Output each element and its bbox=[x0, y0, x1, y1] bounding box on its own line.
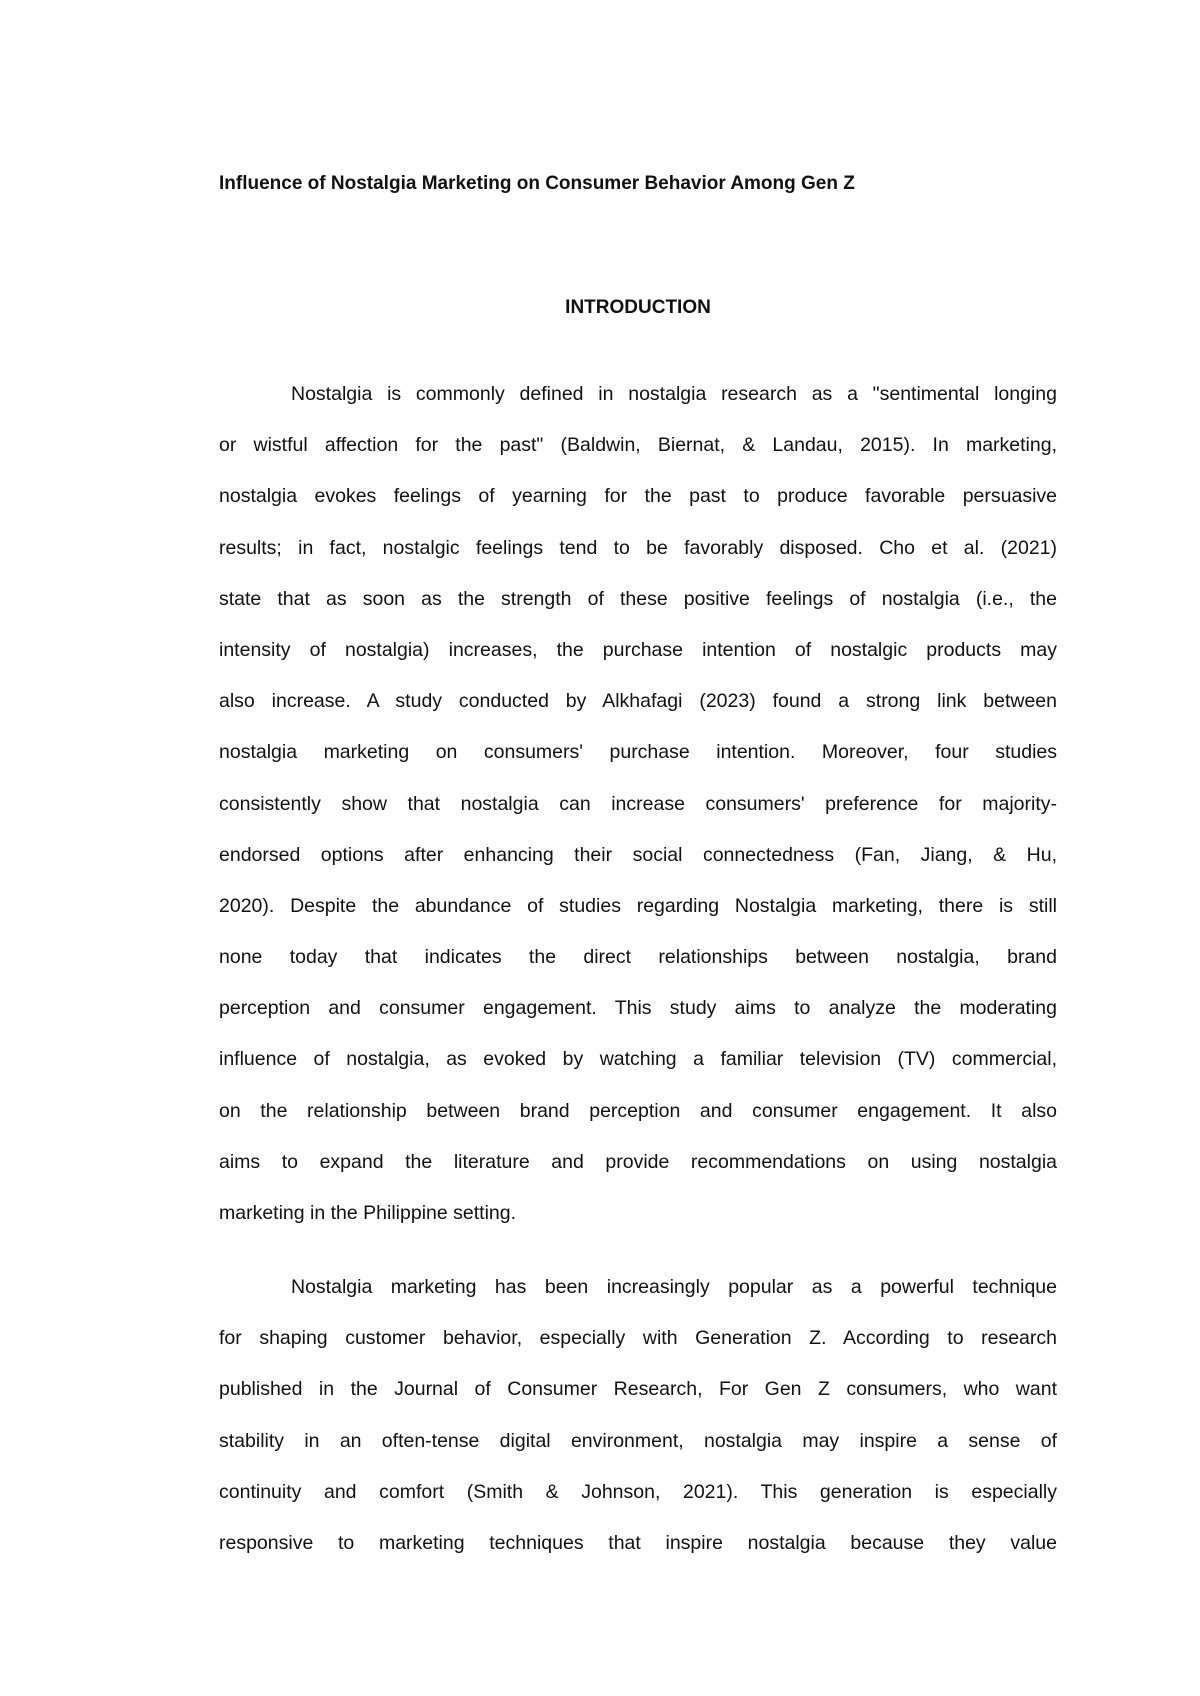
paragraph-line: 2020). Despite the abundance of studies regarding Nostalgia marketing, there is still bbox=[219, 894, 1057, 917]
paragraph-line: Nostalgia marketing has been increasingly popular as a powerful technique bbox=[291, 1276, 1057, 1298]
paragraph-line: results; in fact, nostalgic feelings tend to be favorably disposed. Cho et al. (2021) bbox=[219, 536, 1057, 559]
paragraph-line: consistently show that nostalgia can increase consumers' preference for majority- bbox=[219, 792, 1057, 815]
paragraph-2 bbox=[219, 1262, 1057, 1569]
paragraph-line: responsive to marketing techniques that inspire nostalgia because they value bbox=[219, 1531, 1057, 1554]
paragraph-line: or wistful affection for the past" (Baldwin, Biernat, & Landau, 2015). In marketing, bbox=[219, 434, 1057, 457]
paragraph-line: published in the Journal of Consumer Research, For Gen Z consumers, who want bbox=[219, 1378, 1057, 1401]
paragraph-line: state that as soon as the strength of these positive feelings of nostalgia (i.e., the bbox=[219, 587, 1057, 610]
paragraph-line: influence of nostalgia, as evoked by watching a familiar television (TV) commercial, bbox=[219, 1048, 1057, 1071]
document-title: Influence of Nostalgia Marketing on Consumer Behavior Among Gen Z bbox=[219, 173, 855, 194]
paragraph-line: marketing in the Philippine setting. bbox=[219, 1202, 517, 1224]
paragraph-line: none today that indicates the direct relationships between nostalgia, brand bbox=[219, 946, 1057, 969]
paragraph-line: intensity of nostalgia) increases, the purchase intention of nostalgic products may bbox=[219, 638, 1057, 661]
paragraph-1 bbox=[219, 369, 1057, 1239]
paragraph-line: for shaping customer behavior, especially with Generation Z. According to research bbox=[219, 1327, 1057, 1350]
paragraph-line: on the relationship between brand perception and consumer engagement. It also bbox=[219, 1099, 1057, 1122]
paragraph-line: also increase. A study conducted by Alkhafagi (2023) found a strong link between bbox=[219, 690, 1057, 713]
paragraph-line: aims to expand the literature and provide recommendations on using nostalgia bbox=[219, 1150, 1057, 1173]
paragraph-line: nostalgia evokes feelings of yearning for the past to produce favorable persuasive bbox=[219, 485, 1057, 508]
paragraph-line: endorsed options after enhancing their social connectedness (Fan, Jiang, & Hu, bbox=[219, 843, 1057, 866]
paragraph-line: stability in an often-tense digital environment, nostalgia may inspire a sense of bbox=[219, 1429, 1057, 1452]
section-heading: INTRODUCTION bbox=[565, 297, 711, 318]
paragraph-line: continuity and comfort (Smith & Johnson, 2021). This generation is especially bbox=[219, 1480, 1057, 1503]
paragraph-line: Nostalgia is commonly defined in nostalgia research as a "sentimental longing bbox=[291, 383, 1057, 405]
paragraph-line: perception and consumer engagement. This study aims to analyze the moderating bbox=[219, 997, 1057, 1020]
paragraph-line: nostalgia marketing on consumers' purchase intention. Moreover, four studies bbox=[219, 741, 1057, 764]
